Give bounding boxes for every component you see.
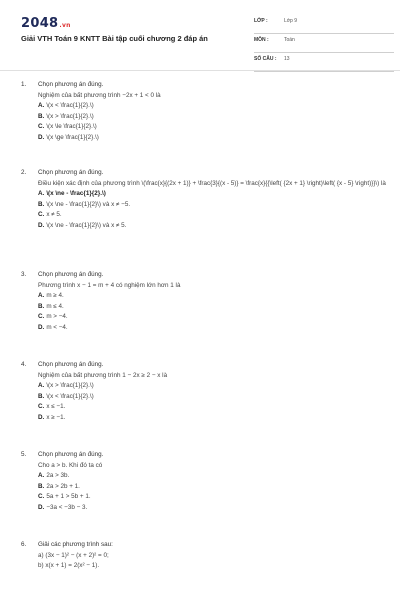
question-5	[21, 450, 391, 514]
question-stem: Điều kiện xác định của phương trình \(\frac{x}{(2x + 1)} + \frac{3}{(x - 5)} = \frac{x}{{\left( {2x + 1} \right)\left( {x - 5} \right)}}\) là	[38, 179, 386, 187]
option-b[interactable]: B. \(x < \frac{1}{2}.\)	[38, 392, 94, 400]
option-c[interactable]: C. x ≠ 5.	[38, 211, 62, 219]
question-prompt: Giải các phương trình sau:	[38, 541, 113, 548]
option-c[interactable]: C. x ≤ −1.	[38, 403, 66, 411]
option-c[interactable]: C. m > −4.	[38, 313, 68, 321]
option-d[interactable]: D. x ≥ −1.	[38, 413, 66, 421]
option-d[interactable]: D. −3a < −3b − 3.	[38, 503, 88, 511]
option-a[interactable]: A. \(x > \frac{1}{2}.\)	[38, 382, 94, 390]
question-stem: Nghiệm của bất phương trình 1 − 2x ≥ 2 − x là	[38, 371, 168, 379]
option-d[interactable]: D. \(x \ge \frac{1}{2}.\)	[38, 133, 99, 141]
option-d[interactable]: D. m < −4.	[38, 323, 68, 331]
sub-item-a: a) (3x − 1)² − (x + 2)² = 0;	[38, 551, 109, 559]
meta-value: 13	[284, 56, 290, 62]
meta-value: Toán	[284, 37, 295, 43]
logo-main: 2048	[21, 16, 59, 31]
meta-label: MÔN :	[254, 37, 269, 43]
meta-table	[254, 16, 394, 73]
question-prompt: Chọn phương án đúng.	[38, 361, 104, 368]
question-number: 5.	[21, 451, 27, 458]
option-a[interactable]: A. \(x < \frac{1}{2}.\)	[38, 102, 94, 110]
question-prompt: Chọn phương án đúng.	[38, 271, 104, 278]
page-header	[0, 0, 400, 70]
question-stem: Nghiệm của bất phương trình −2x + 1 < 0 là	[38, 91, 161, 99]
question-1	[21, 80, 391, 144]
question-number: 2.	[21, 169, 27, 176]
option-b[interactable]: B. \(x \ne - \frac{1}{2}\) và x ≠ −5.	[38, 200, 131, 208]
question-prompt: Chọn phương án đúng.	[38, 169, 104, 176]
option-a[interactable]: A. \(x \ne - \frac{1}{2}.\)	[38, 190, 106, 198]
question-stem: Phương trình x − 1 = m + 4 có nghiệm lớn hơn 1 là	[38, 281, 181, 289]
question-number: 6.	[21, 541, 27, 548]
option-c[interactable]: C. \(x \le \frac{1}{2}.\)	[38, 123, 97, 131]
question-stem: Cho a > b. Khi đó ta có	[38, 461, 103, 469]
site-logo[interactable]	[21, 16, 71, 31]
sub-item-b: b) x(x + 1) = 2(x² − 1).	[38, 562, 100, 570]
question-6	[21, 540, 391, 572]
logo-suffix: .vn	[59, 22, 71, 29]
option-a[interactable]: A. m ≥ 4.	[38, 292, 64, 300]
option-b[interactable]: B. \(x > \frac{1}{2}.\)	[38, 112, 94, 120]
option-a[interactable]: A. 2a > 3b.	[38, 472, 70, 480]
option-d[interactable]: D. \(x \ne - \frac{1}{2}\) và x ≠ 5.	[38, 221, 127, 229]
meta-label: LỚP :	[254, 18, 268, 24]
question-number: 3.	[21, 271, 27, 278]
meta-value: Lớp 9	[284, 18, 298, 24]
option-b[interactable]: B. m ≤ 4.	[38, 302, 64, 310]
meta-row-subject	[254, 35, 394, 53]
question-prompt: Chọn phương án đúng.	[38, 451, 104, 458]
question-3	[21, 270, 391, 334]
header-divider	[0, 70, 400, 71]
question-2	[21, 168, 391, 232]
meta-label: SỐ CÂU :	[254, 56, 277, 62]
option-b[interactable]: B. 2a > 2b + 1.	[38, 482, 80, 490]
question-4	[21, 360, 391, 424]
option-c[interactable]: C. 5a + 1 > 5b + 1.	[38, 493, 91, 501]
question-number: 1.	[21, 81, 27, 88]
meta-row-class	[254, 16, 394, 34]
document-title: Giải VTH Toán 9 KNTT Bài tập cuối chương 2 đáp án	[21, 34, 208, 43]
question-number: 4.	[21, 361, 27, 368]
question-prompt: Chọn phương án đúng.	[38, 81, 104, 88]
